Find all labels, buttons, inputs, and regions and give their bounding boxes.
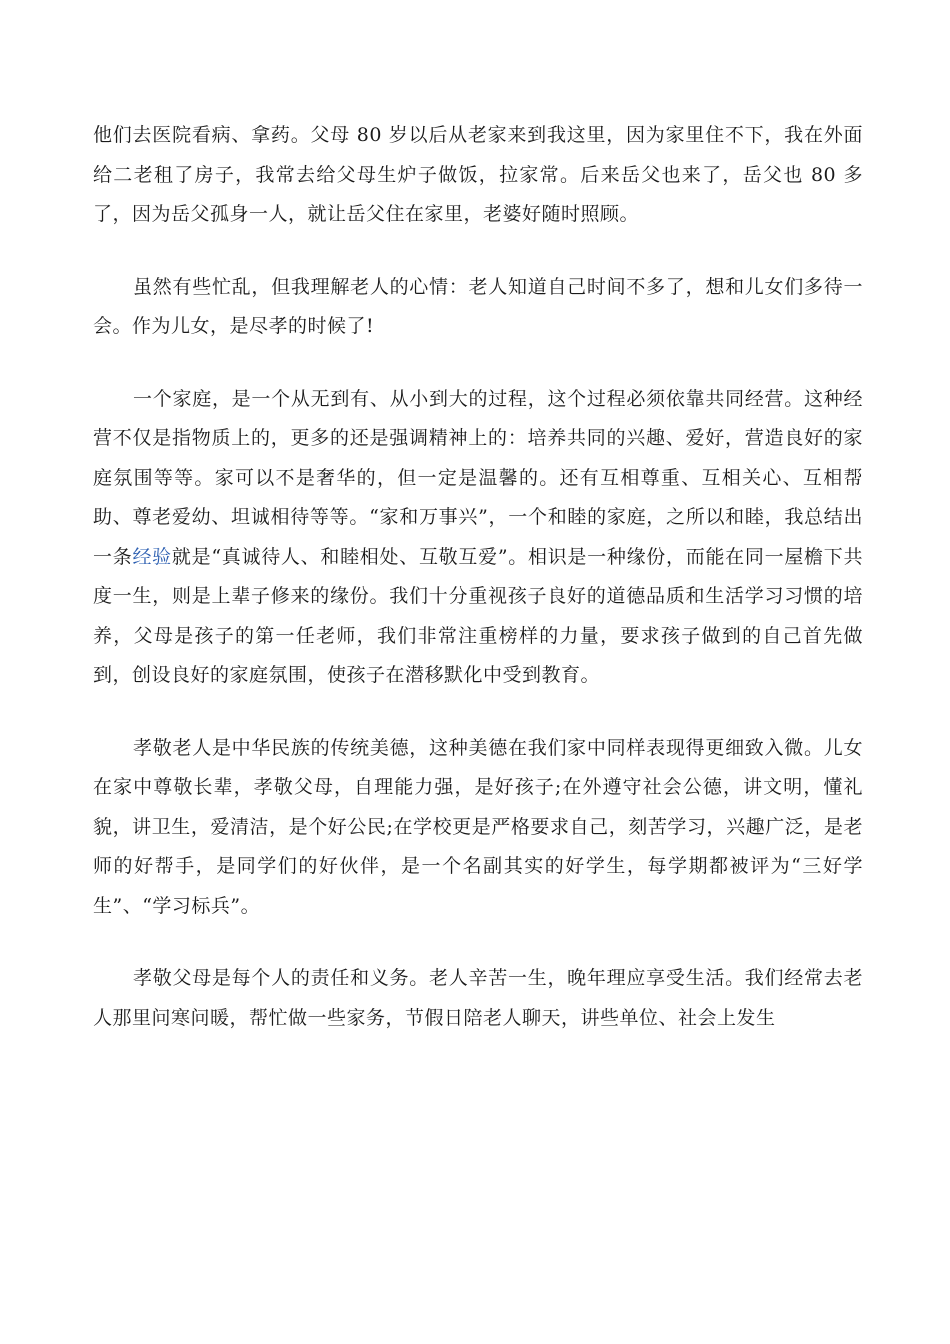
paragraph-1: 他们去医院看病、拿药。父母 80 岁以后从老家来到我这里，因为家里住不下，我在外面给二老租了房子，我常去给父母生炉子做饭，拉家常。后来岳父也来了，岳父也 80 多了，因为岳父孤身一人，就让岳父住在家里，老婆好随时照顾。 xyxy=(93,124,863,225)
paragraph-3 xyxy=(93,380,863,696)
paragraph-2: 虽然有些忙乱，但我理解老人的心情：老人知道自己时间不多了，想和儿女们多待一会。作为儿女，是尽孝的时候了! xyxy=(93,275,863,337)
paragraph-5: 孝敬父母是每个人的责任和义务。老人辛苦一生，晚年理应享受生活。我们经常去老人那里问寒问暖，帮忙做一些家务，节假日陪老人聊天，讲些单位、社会上发生 xyxy=(93,967,863,1029)
paragraph-3-text-before-link: 一个家庭，是一个从无到有、从小到大的过程，这个过程必须依靠共同经营。这种经营不仅是指物质上的，更多的还是强调精神上的：培养共同的兴趣、爱好，营造良好的家庭氛围等等。家可以不是奢华的，但一定是温馨的。还有互相尊重、互相关心、互相帮助、尊老爱幼、坦诚相待等等。“家和万事兴”，一个和睦的家庭，之所以和睦，我总结出一条 xyxy=(93,387,863,568)
paragraph-3-text-after-link: 就是“真诚待人、和睦相处、互敬互爱”。相识是一种缘份，而能在同一屋檐下共度一生，则是上辈子修来的缘份。我们十分重视孩子良好的道德品质和生活学习习惯的培养，父母是孩子的第一任老师，我们非常注重榜样的力量，要求孩子做到的自己首先做到，创设良好的家庭氛围，使孩子在潜移默化中受到教育。 xyxy=(93,545,863,686)
document-body xyxy=(93,116,863,1071)
paragraph-4: 孝敬老人是中华民族的传统美德，这种美德在我们家中同样表现得更细致入微。儿女在家中尊敬长辈，孝敬父母，自理能力强，是好孩子;在外遵守社会公德，讲文明，懂礼貌，讲卫生，爱清洁，是个好公民;在学校更是严格要求自己，刻苦学习，兴趣广泛，是老师的好帮手，是同学们的好伙伴，是一个名副其实的好学生，每学期都被评为“三好学生”、“学习标兵”。 xyxy=(93,736,863,917)
experience-link[interactable]: 经验 xyxy=(132,545,172,568)
